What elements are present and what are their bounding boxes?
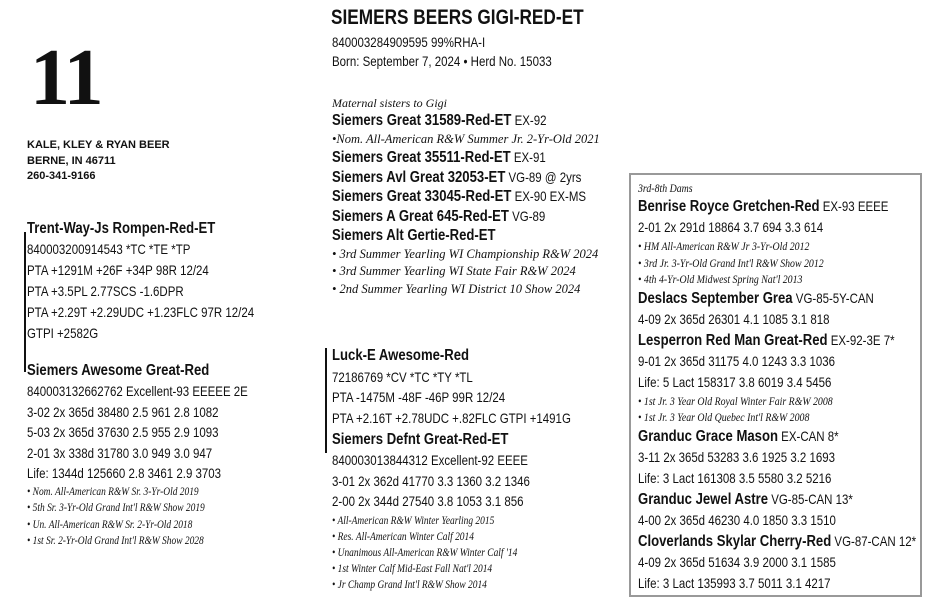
dam-entry-header xyxy=(638,489,916,510)
maternal-sister-name: Siemers Great 31589-Red-ET xyxy=(332,112,512,129)
dam-block xyxy=(27,360,248,550)
sire-info-line: 840003200914543 *TC *TE *TP xyxy=(27,241,191,257)
consignor-city: BERNE, IN 46711 xyxy=(27,154,116,167)
dam-entry-header xyxy=(638,330,916,351)
dam-entry-class: VG-87-CAN 12* xyxy=(831,532,917,549)
dam-entry-class: EX-CAN 8* xyxy=(777,427,839,444)
dam-record-line: 2-01 3x 338d 31780 3.0 949 3.0 947 xyxy=(27,444,213,461)
dams-box xyxy=(629,173,922,597)
sire-block xyxy=(27,218,254,344)
sire-info-line: GTPI +2582G xyxy=(27,325,99,341)
maternal-sister-name: Siemers Alt Gertie-Red-ET xyxy=(332,227,496,244)
dam-entry-name: Lesperron Red Man Great-Red xyxy=(638,331,828,349)
granddam-honors xyxy=(332,513,530,593)
maternal-sister-name: Siemers A Great 645-Red-ET xyxy=(332,207,509,225)
dam-record-line: 5-03 2x 365d 37630 2.5 955 2.9 1093 xyxy=(27,424,219,440)
dam-entry-record: Life: 3 Lact 161308 3.5 5580 3.2 5216 xyxy=(638,469,832,486)
dam-entry-header xyxy=(638,196,916,217)
dam-entry-name: Benrise Royce Gretchen-Red xyxy=(638,198,820,215)
dam-entry-honor: • 1st Jr. 3 Year Old Royal Winter Fair R&W 2008 xyxy=(638,393,833,408)
sire-info xyxy=(27,239,254,344)
lot-number: 11 xyxy=(30,34,102,122)
dam-entry-record: 4-09 2x 365d 26301 4.1 1085 3.1 818 xyxy=(638,310,830,327)
dam-entry xyxy=(638,288,916,330)
maternal-sister-class: VG-89 xyxy=(508,207,546,224)
consignor-name: KALE, KLEY & RYAN BEER xyxy=(27,139,170,151)
mgs-info-line: PTA -1475M -48F -46P 99R 12/24 xyxy=(332,389,506,405)
dam-entry-honor: • 1st Jr. 3 Year Old Quebec Int'l R&W 2008 xyxy=(638,410,810,424)
granddam-honor-line: • All-American R&W Winter Yearling 2015 xyxy=(332,514,495,527)
maternal-sister-honor: • 3rd Summer Yearling WI State Fair R&W 2024 xyxy=(332,264,576,278)
sire-info-line: PTA +1291M +26F +34P 98R 12/24 xyxy=(27,262,209,278)
maternal-sister-name: Siemers Avl Great 32053-ET xyxy=(332,168,506,186)
mgs-info xyxy=(332,367,571,429)
maternal-sister-honor: • 2nd Summer Yearling WI District 10 Show 2024 xyxy=(332,281,581,296)
mgs-info-line: 72186769 *CV *TC *TY *TL xyxy=(332,368,473,385)
sire-info-line: PTA +2.29T +2.29UDC +1.23FLC 97R 12/24 xyxy=(27,304,255,320)
granddam-records xyxy=(332,450,530,512)
dam-entry-record: 9-01 2x 365d 31175 4.0 1243 3.3 1036 xyxy=(638,352,836,369)
maternal-sister-class: EX-92 xyxy=(511,112,547,128)
dam-entry-header xyxy=(638,426,916,447)
dam-entry-name: Granduc Jewel Astre xyxy=(638,490,769,508)
sire-name: Trent-Way-Js Rompen-Red-ET xyxy=(27,220,216,237)
dam-entry-name: Cloverlands Skylar Cherry-Red xyxy=(638,532,832,550)
granddam-record-line: 840003013844312 Excellent-92 EEEE xyxy=(332,452,528,468)
dam-entry-class: EX-92-3E 7* xyxy=(827,331,895,348)
granddam-honor-line: • Jr Champ Grand Int'l R&W Show 2014 xyxy=(332,578,487,591)
granddam-record-line: 2-00 2x 344d 27540 3.8 1053 3.1 856 xyxy=(332,493,524,509)
granddam-honor-line: • Res. All-American Winter Calf 2014 xyxy=(332,530,474,543)
born-line: Born: September 7, 2024 • Herd No. 15033 xyxy=(332,53,552,69)
dam-records xyxy=(27,381,248,484)
maternal-heading: Maternal sisters to Gigi xyxy=(332,96,448,110)
maternal-sister-name: Siemers Great 35511-Red-ET xyxy=(332,149,511,166)
dam-entry-name: Granduc Grace Mason xyxy=(638,427,778,445)
consignor-block xyxy=(27,138,170,185)
mgs-info-line: PTA +2.16T +2.78UDC +.82FLC GTPI +1491G xyxy=(332,409,571,426)
dam-entry xyxy=(638,196,916,288)
maternal-sister xyxy=(332,187,586,207)
dam-entry-header xyxy=(638,288,916,309)
mgs-bracket xyxy=(325,348,327,453)
dam-entry xyxy=(638,531,916,594)
dams-box-content xyxy=(638,181,916,594)
dam-entry-record: 3-11 2x 365d 53283 3.6 1925 3.2 1693 xyxy=(638,448,836,465)
dam-entry-honor: • HM All-American R&W Jr 3-Yr-Old 2012 xyxy=(638,239,810,253)
dam-entry-record: 2-01 2x 291d 18864 3.7 694 3.3 614 xyxy=(638,219,824,235)
dams-box-heading: 3rd-8th Dams xyxy=(638,181,693,195)
sire-info-line: PTA +3.5PL 2.77SCS -1.6DPR xyxy=(27,283,184,299)
dam-entry-class: VG-85-CAN 13* xyxy=(768,490,853,507)
granddam-record-line: 3-01 2x 362d 41770 3.3 1360 3.2 1346 xyxy=(332,472,530,489)
maternal-list xyxy=(332,111,642,298)
granddam-block xyxy=(332,429,530,593)
maternal-sister-honor: • 3rd Summer Yearling WI Championship R&W 2024 xyxy=(332,246,599,261)
maternal-sister-class: VG-89 @ 2yrs xyxy=(505,168,582,185)
dam-record-line: Life: 1344d 125660 2.8 3461 2.9 3703 xyxy=(27,465,222,481)
dam-honor-line: • 5th Sr. 3-Yr-Old Grand Int'l R&W Show 2019 xyxy=(27,502,205,514)
dam-honors xyxy=(27,484,248,550)
maternal-sister xyxy=(332,168,586,188)
dam-entry xyxy=(638,426,916,489)
dam-name: Siemers Awesome Great-Red xyxy=(27,362,210,379)
dam-entry-record: Life: 5 Lact 158317 3.8 6019 3.4 5456 xyxy=(638,373,832,390)
dam-entry-header xyxy=(638,531,916,552)
dam-honor-line: • Nom. All-American R&W Sr. 3-Yr-Old 2019 xyxy=(27,485,199,498)
dam-entry xyxy=(638,489,916,531)
maternal-sister-class: EX-90 EX-MS xyxy=(511,188,587,204)
maternal-sister-name: Siemers Great 33045-Red-ET xyxy=(332,188,512,205)
maternal-sister xyxy=(332,148,586,168)
dam-entry-honor: • 4th 4-Yr-Old Midwest Spring Nat'l 2013 xyxy=(638,272,803,286)
registration-line: 840003284909595 99%RHA-I xyxy=(332,34,486,50)
maternal-sister-class: EX-91 xyxy=(510,149,546,165)
dam-entry-record: 4-09 2x 365d 51634 3.9 2000 3.1 1585 xyxy=(638,553,836,570)
granddam-honor-line: • Unanimous All-American R&W Winter Calf '14 xyxy=(332,546,518,559)
dam-entry-class: EX-93 EEEE xyxy=(819,198,889,214)
maternal-sister xyxy=(332,207,586,227)
dam-entry-record: Life: 3 Lact 135993 3.7 5011 3.1 4217 xyxy=(638,574,831,591)
consignor-phone: 260-341-9166 xyxy=(27,170,96,182)
sire-bracket xyxy=(24,232,26,372)
dam-record-line: 3-02 2x 365d 38480 2.5 961 2.8 1082 xyxy=(27,403,219,420)
maternal-sister xyxy=(332,226,586,246)
dam-record-line: 840003132662762 Excellent-93 EEEEE 2E xyxy=(27,383,248,399)
dam-entry-name: Deslacs September Grea xyxy=(638,289,793,307)
dam-entry xyxy=(638,330,916,426)
maternal-sister xyxy=(332,111,586,131)
animal-title: SIEMERS BEERS GIGI-RED-ET xyxy=(331,6,584,29)
mgs-block xyxy=(332,346,571,428)
mgs-name: Luck-E Awesome-Red xyxy=(332,347,470,364)
dam-entry-record: 4-00 2x 365d 46230 4.0 1850 3.3 1510 xyxy=(638,511,836,528)
maternal-sister-honor: •Nom. All-American R&W Summer Jr. 2-Yr-Old 2021 xyxy=(332,131,600,146)
granddam-name: Siemers Defnt Great-Red-ET xyxy=(332,431,509,448)
dam-entry-class: VG-85-5Y-CAN xyxy=(792,289,874,306)
granddam-honor-line: • 1st Winter Calf Mid-East Fall Nat'l 2014 xyxy=(332,562,493,575)
dams-entries xyxy=(638,196,916,594)
dam-entry-honor: • 3rd Jr. 3-Yr-Old Grand Int'l R&W Show 2012 xyxy=(638,255,824,270)
dam-honor-line: • 1st Sr. 2-Yr-Old Grand Int'l R&W Show 2028 xyxy=(27,535,204,547)
dam-honor-line: • Un. All-American R&W Sr. 2-Yr-Old 2018 xyxy=(27,518,193,531)
maternal-sisters xyxy=(332,95,642,298)
